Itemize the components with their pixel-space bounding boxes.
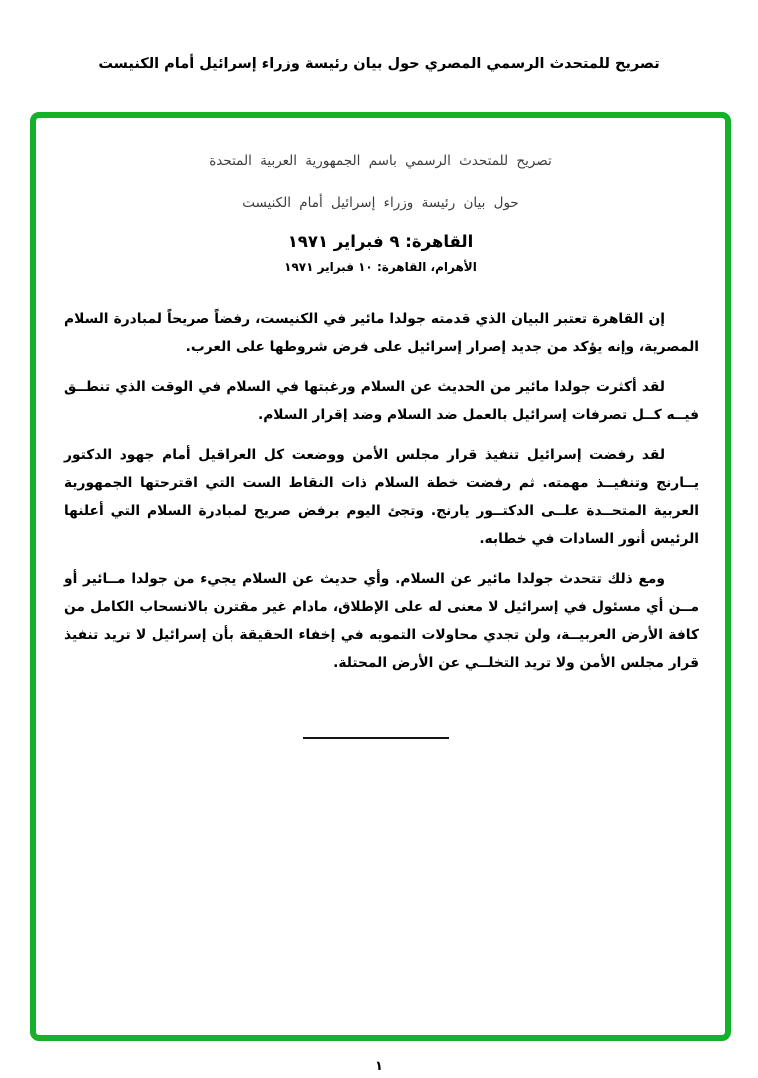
- dateline: القاهرة: ٩ فبراير ١٩٧١: [287, 232, 474, 251]
- green-border-frame: [30, 112, 731, 1041]
- letterhead-line-1: تصريح للمتحدث الرسمي باسم الجمهورية العربية المتحدة: [209, 153, 552, 169]
- page-number: ١: [375, 1059, 383, 1074]
- document-title: تصريح للمتحدث الرسمي المصري حول بيان رئيسة وزراء إسرائيل أمام الكنيست: [98, 56, 660, 72]
- body-paragraph-4: ومع ذلك تتحدث جولدا مائير عن السلام. وأي حديث عن السلام يجيء من جولدا مــائير أو مــن أي مسئول في إسرائيل لا معنى له على الإطلاق، مادام غير مقترن بالانسحاب الكامل من كافة الأرض العربيــة، ولن تجدي محاولات التمويه في إخفاء الحقيقة بأن إسرائيل لا تريد تنفيذ قرار مجلس الأمن ولا تريد التخلــي عن الأرض المحتلة.: [64, 571, 699, 671]
- separator-line: [303, 737, 449, 739]
- source-line: الأهرام، القاهرة: ١٠ فبراير ١٩٧١: [284, 260, 477, 274]
- body-paragraph-2: لقد أكثرت جولدا مائير من الحديث عن السلام ورغبتها في السلام في الوقت الذي تنطــق فيــه كــل تصرفات إسرائيل بالعمل ضد السلام وضد إقرار السلام.: [64, 379, 699, 423]
- body-paragraph-3: لقد رفضت إسرائيل تنفيذ قرار مجلس الأمن ووضعت كل العراقيل أمام جهود الدكتور يــارنج وتنفيــذ مهمته. ثم رفضت خطة السلام ذات النقاط الست التي اقترحتها الجمهورية العربية المتحــدة علــى الدكتــور يارنج. وتجئ اليوم برفض صريح لمبادرة السلام التي أعلنها الرئيس أنور السادات في خطابه.: [64, 447, 699, 547]
- body-paragraph-1: إن القاهرة تعتبر البيان الذي قدمته جولدا مائير في الكنيست، رفضاً صريحاً لمبادرة السلام المصرية، وإنه يؤكد من جديد إصرار إسرائيل على فرض شروطها على العرب.: [64, 311, 699, 355]
- document-body: [36, 305, 725, 677]
- letterhead-line-2: حول بيان رئيسة وزراء إسرائيل أمام الكنيست: [242, 195, 519, 211]
- letterhead: [36, 140, 725, 224]
